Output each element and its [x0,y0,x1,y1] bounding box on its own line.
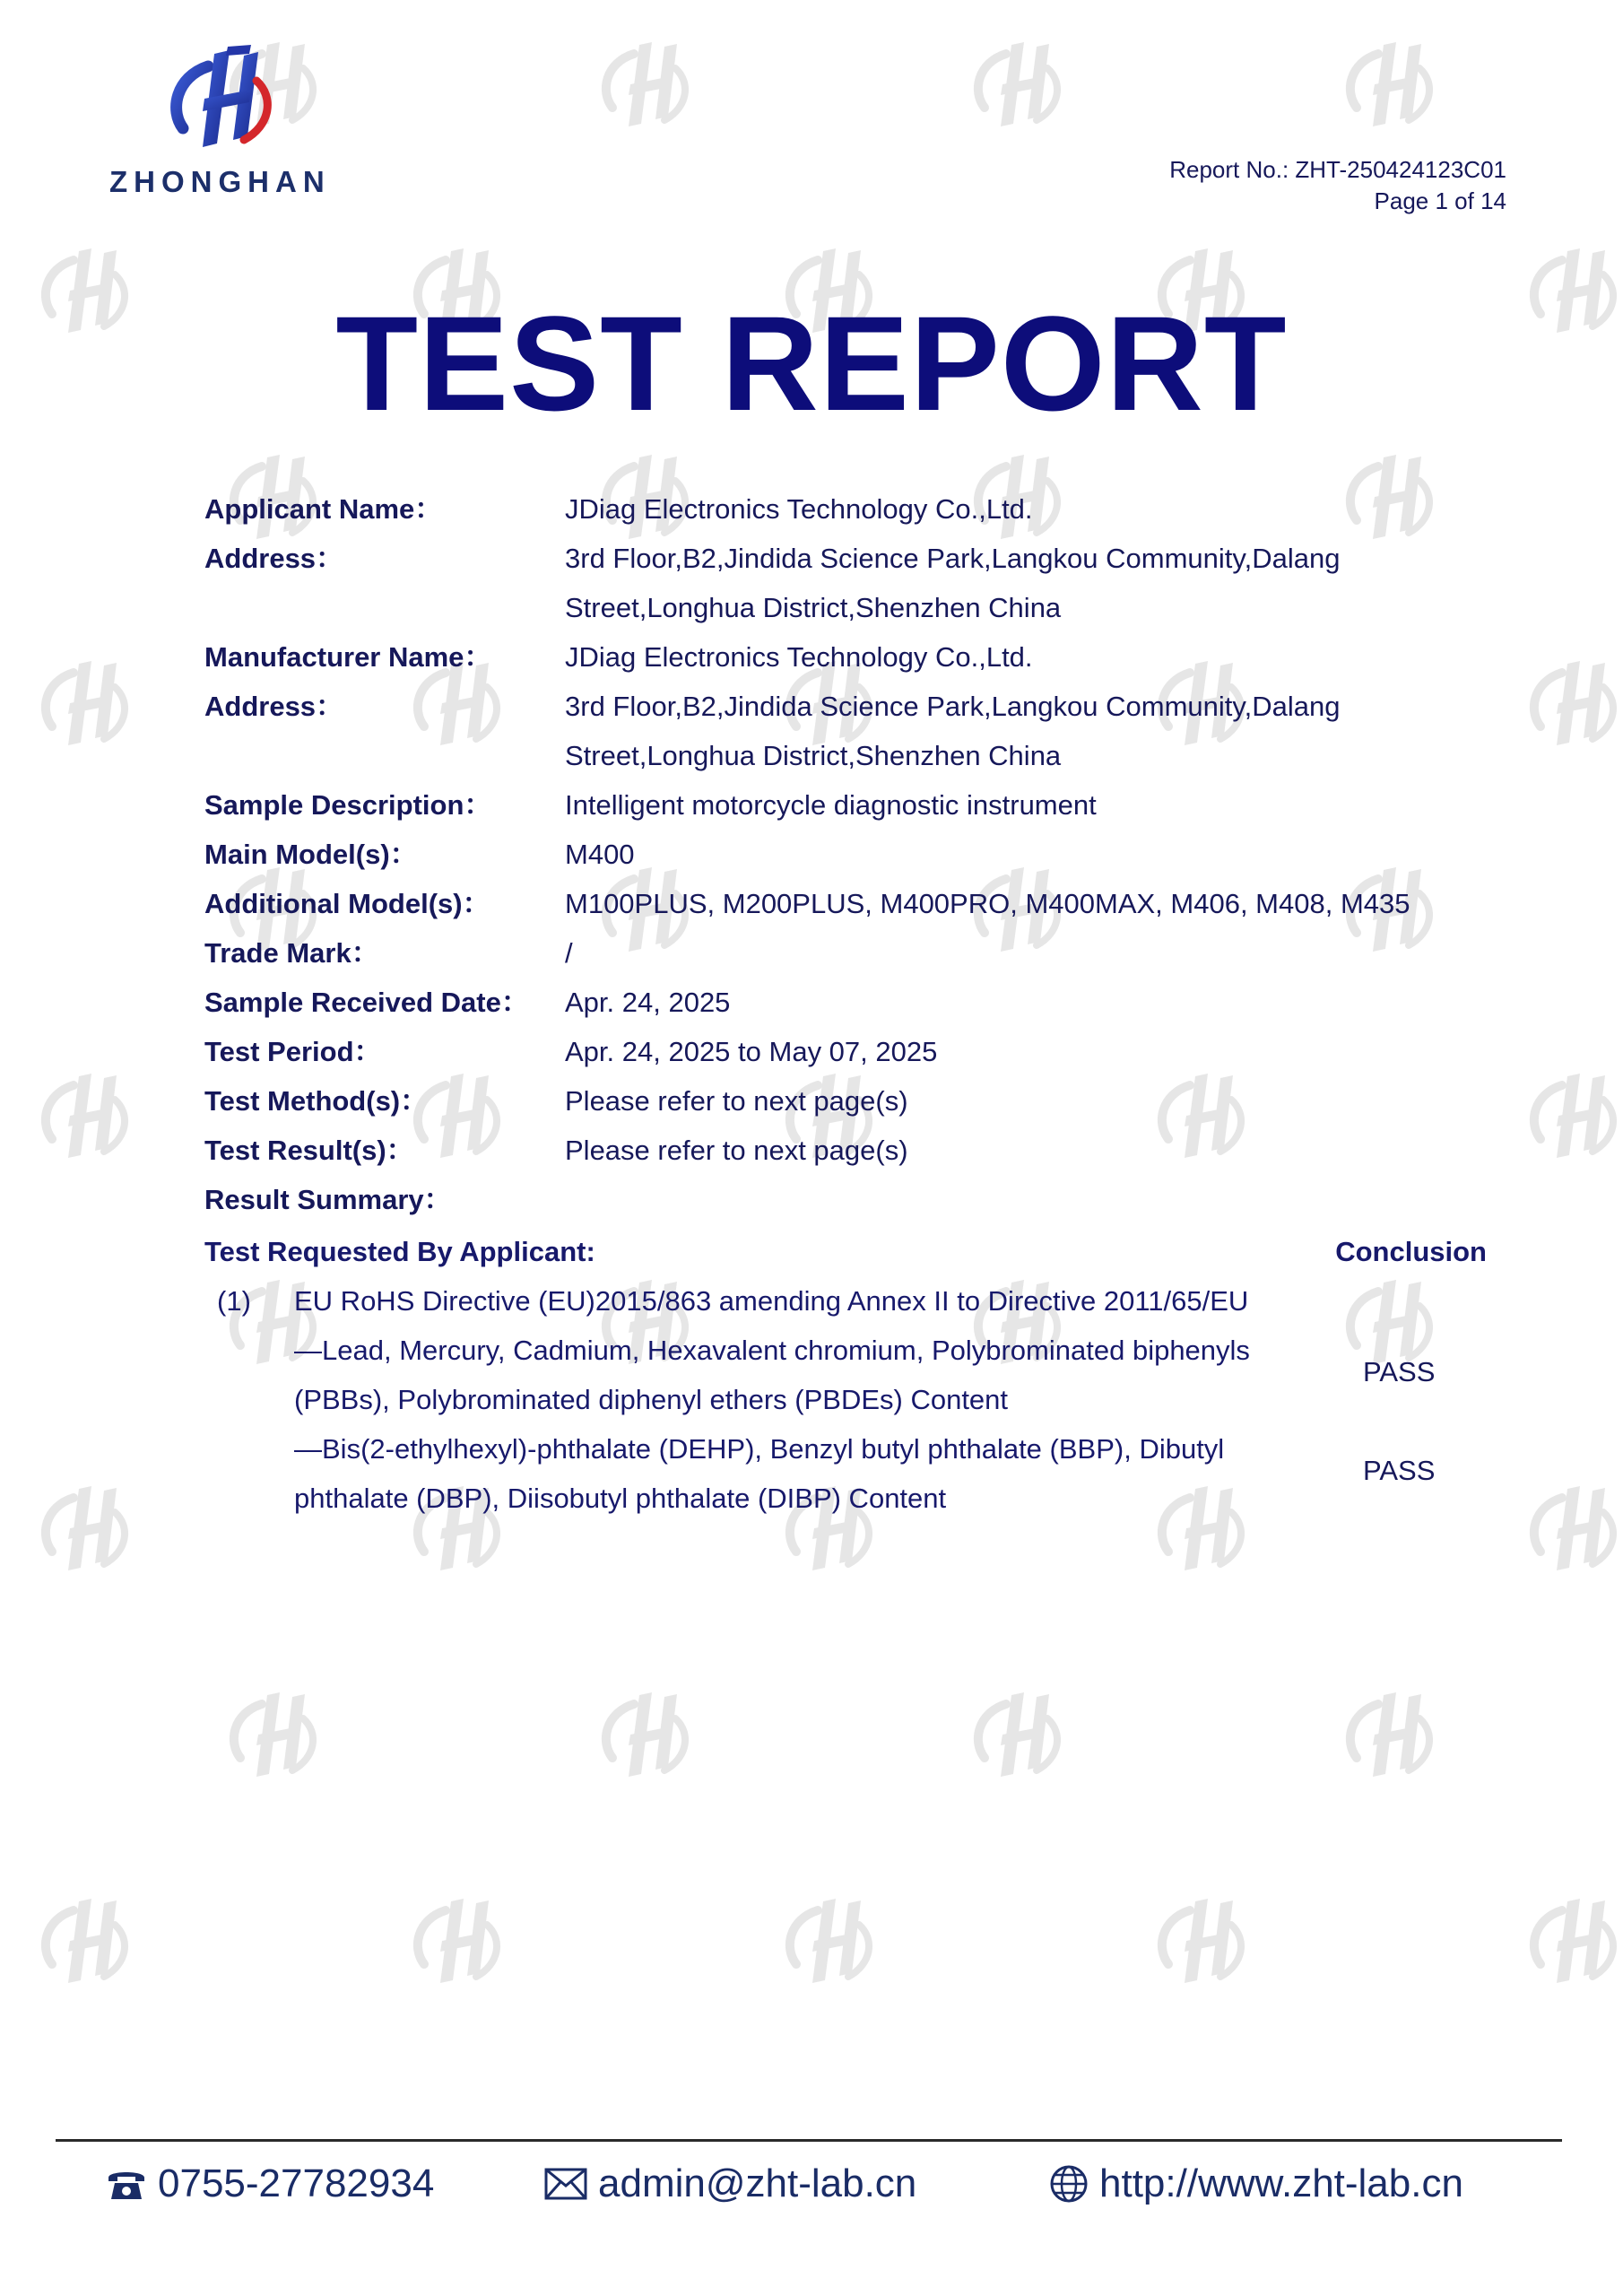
watermark-logo-icon [224,1686,323,1785]
field-value-line: Please refer to next page(s) [565,1085,908,1117]
field-row [204,1076,1505,1126]
company-logo [106,43,348,200]
report-number: Report No.: ZHT-250424123C01 [1169,156,1506,183]
watermark-logo-icon [36,1067,135,1166]
field-value-line: 3rd Floor,B2,Jindida Science Park,Langkou Community,Dalang [565,691,1341,722]
test-request-title: Test Requested By Applicant: [204,1236,595,1267]
field-row [204,534,1505,632]
field-row [204,1126,1505,1175]
conclusion-header: Conclusion [1335,1236,1487,1267]
watermark-logo-icon [36,1480,135,1578]
watermark-logo-icon [1524,655,1623,753]
field-value-line: JDiag Electronics Technology Co.,Ltd. [565,493,1033,525]
field-value-line: Intelligent motorcycle diagnostic instrument [565,789,1097,821]
test-item-line: (PBBs), Polybrominated diphenyl ethers (PBDEs) Content [294,1384,1009,1415]
test-item-number: (1) [217,1285,251,1317]
watermark-logo-icon [1341,36,1439,135]
field-value [565,1126,1497,1175]
field-value-line: M100PLUS, M200PLUS, M400PRO, M400MAX, M406, M408, M435 [565,888,1410,919]
field-value-line: 3rd Floor,B2,Jindida Science Park,Langkou Community,Dalang [565,543,1341,574]
field-label: Test Method(s)： [204,1085,429,1117]
field-value-line: Street,Longhua District,Shenzhen China [565,592,1062,623]
watermark-logo-icon [1524,1892,1623,1991]
watermark-logo-icon [1524,1480,1623,1578]
field-value [565,978,1497,1027]
result-pass: PASS [1363,1356,1436,1387]
field-value [565,1076,1497,1126]
document-title: TEST REPORT [335,288,1288,439]
field-label: Address： [204,691,344,722]
footer [0,2161,1623,2224]
field-value [565,1027,1497,1076]
watermark-logo-icon [780,1892,879,1991]
field-value-line: Please refer to next page(s) [565,1135,908,1166]
field-value [565,632,1497,682]
test-item-description [294,1276,1487,1523]
company-name: ZHONGHAN [109,165,331,198]
field-row [204,830,1505,879]
watermark-logo-icon [596,1686,695,1785]
phone-icon [106,2166,147,2202]
test-item [204,1276,1487,1523]
footer-website [1049,2161,1463,2206]
watermark-logo-icon [968,1686,1067,1785]
field-label: Additional Model(s)： [204,888,490,919]
field-value [565,928,1497,978]
field-label: Sample Description： [204,789,492,821]
watermark-logo-icon [596,36,695,135]
phone-number: 0755-27782934 [158,2161,435,2205]
field-label: Address： [204,543,344,574]
field-label: Sample Received Date： [204,987,529,1018]
report-fields [204,484,1505,1224]
field-label: Applicant Name： [204,493,443,525]
email-address: admin@zht-lab.cn [598,2161,917,2205]
footer-phone [106,2161,434,2206]
watermark-logo-icon [1152,1892,1251,1991]
field-value [565,879,1497,928]
field-label: Manufacturer Name： [204,641,492,673]
field-row [204,484,1505,534]
field-value-line: M400 [565,839,635,870]
logo-mark-icon [165,43,282,160]
mail-icon [544,2168,587,2200]
watermark-logo-icon [36,1892,135,1991]
field-row [204,682,1505,780]
field-row [204,928,1505,978]
globe-icon [1049,2164,1089,2204]
footer-email [544,2161,916,2206]
field-value [565,682,1497,780]
watermark-logo-icon [968,36,1067,135]
test-request-header [204,1227,1487,1276]
field-value-line: / [565,937,573,969]
field-row [204,879,1505,928]
field-label: Main Model(s)： [204,839,418,870]
report-meta [1169,154,1506,217]
watermark-logo-icon [1524,1067,1623,1166]
field-value [565,534,1497,632]
watermark-logo-icon [1341,1686,1439,1785]
test-item-line: —Bis(2-ethylhexyl)-phthalate (DEHP), Benzyl butyl phthalate (BBP), Dibutyl [294,1433,1225,1465]
test-item-line: EU RoHS Directive (EU)2015/863 amending Annex II to Directive 2011/65/EU [294,1285,1249,1317]
field-value-line: Street,Longhua District,Shenzhen China [565,740,1062,771]
page-indicator: Page 1 of 14 [1374,187,1506,214]
result-pass: PASS [1363,1455,1436,1486]
field-value [565,780,1497,830]
field-label: Test Result(s)： [204,1135,414,1166]
test-item-line: —Lead, Mercury, Cadmium, Hexavalent chromium, Polybrominated biphenyls [294,1335,1250,1366]
field-value [565,830,1497,879]
website-url: http://www.zht-lab.cn [1099,2161,1463,2205]
field-label: Test Period： [204,1036,382,1067]
field-label: Result Summary： [204,1184,452,1215]
field-value [565,484,1497,534]
test-item-line: phthalate (DBP), Diisobutyl phthalate (DIBP) Content [294,1483,947,1514]
watermark-logo-icon [408,1892,507,1991]
field-value-line: Apr. 24, 2025 [565,987,731,1018]
field-row [204,1027,1505,1076]
field-value [565,1175,1497,1224]
field-row [204,1175,1505,1224]
footer-divider [56,2139,1562,2142]
watermark-logo-icon [36,655,135,753]
field-row [204,632,1505,682]
field-value-line: JDiag Electronics Technology Co.,Ltd. [565,641,1033,673]
field-row [204,978,1505,1027]
field-label: Trade Mark： [204,937,379,969]
field-row [204,780,1505,830]
field-value-line: Apr. 24, 2025 to May 07, 2025 [565,1036,938,1067]
